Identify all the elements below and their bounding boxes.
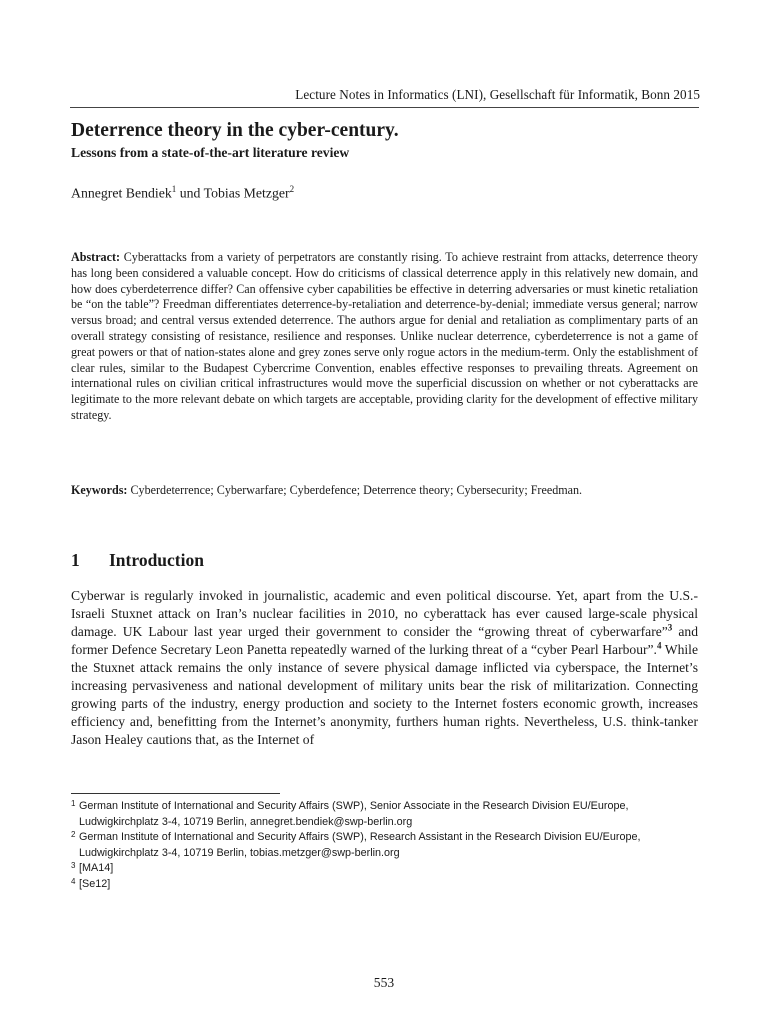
footnote-mark: 2: [71, 830, 76, 839]
footnote-mark: 1: [71, 799, 76, 808]
body-paragraph: [71, 587, 698, 749]
footnote-reference[interactable]: 4: [656, 640, 662, 651]
abstract-text: Cyberattacks from a variety of perpetrators are constantly rising. To achieve restraint from attacks, deterrence theory has long been considered a valuable concept. How do criticisms of classical deterrence apply in this relatively new domain, and how does cyberdeterrence differ? Can offensive cyber capabilities be effective in deterring adversaries or must kinetic retaliation be “on the table”? Freedman differentiates deterrence-by-retaliation and deterrence-by-denial; immediate versus general; narrow versus broad; and central versus extended deterrence. The authors argue for denial and retaliation as complimentary parts of an overall strategy consisting of resistance, resilience and responses. Unlike nuclear deterrence, cyberdeterrence is not a game of great powers or that of nation-states alone and grey zones serve only rogue actors in the medium-term. Only the establishment of clear rules, similar to the Budapest Cybercrime Convention, enables effective responses to prevailing threats. Agreement on international rules on civilian critical infrastructures would move the superficial discussion on whether or not cyberattacks are legitimate to the more relevant debate on which targets are acceptable, providing clarity for the development of effective military strategy.: [71, 250, 698, 422]
author-footnote-mark: 2: [289, 184, 295, 194]
paper-title: Deterrence theory in the cyber-century.: [71, 120, 399, 141]
footnote-mark: 3: [71, 861, 76, 870]
footnote-text: [Se12]: [79, 877, 111, 890]
footnote: [71, 877, 711, 893]
section-heading: [71, 550, 204, 571]
body-text-part: and former Defence Secretary Leon Panetta repeatedly warned of the lurking threat of a “cyber Pearl Harbour”.: [71, 624, 698, 657]
footnote-text: [MA14]: [79, 862, 114, 874]
footnote-mark: 4: [71, 876, 76, 886]
author-name: Tobias Metzger: [203, 185, 290, 201]
author-name: Annegret Bendiek: [71, 185, 172, 201]
author-footnote-mark: 1: [171, 184, 177, 194]
body-text-part: Cyberwar is regularly invoked in journalistic, academic and even political discourse. Yet, apart from the U.S.-Israeli Stuxnet attack on Iran’s nuclear facilities in 2010, no cyberattack has ever caused large-scale physical damage. UK Labour last year urged their government to consider the “growing threat of cyberwarfare”: [71, 588, 698, 639]
keywords-label: Keywords:: [71, 483, 128, 497]
page-number: 553: [373, 975, 395, 990]
paper-subtitle: Lessons from a state-of-the-art literature review: [71, 145, 350, 160]
keywords-text: Cyberdeterrence; Cyberwarfare; Cyberdefence; Deterrence theory; Cybersecurity; Freedman.: [130, 483, 583, 497]
section-number: 1: [71, 550, 80, 570]
footnote-rule: [71, 793, 280, 794]
author-connector: und: [176, 185, 204, 201]
running-head: Lecture Notes in Informatics (LNI), Gesellschaft für Informatik, Bonn 2015: [295, 87, 700, 102]
author-line: [71, 184, 294, 202]
header-rule: [70, 107, 699, 108]
footnote: [71, 830, 711, 861]
footnote: [71, 861, 711, 877]
footnote-reference[interactable]: 3: [667, 622, 673, 633]
keywords: [71, 482, 698, 498]
footnote: [71, 799, 711, 830]
abstract-label: Abstract:: [71, 250, 121, 264]
section-title: Introduction: [109, 550, 204, 570]
body-text-part: While the Stuxnet attack remains the only instance of severe physical damage inflicted via cyberspace, the Internet’s increasing pervasiveness and national development of military units bear the risk of militarization. Connecting growing parts of the industry, energy production and society to the Internet fosters economic growth, increases efficiency and, benefitting from the Internet’s anonymity, furthers human rights. Nevertheless, U.S. think-tanker Jason Healey cautions that, as the Internet of: [71, 642, 698, 747]
footnotes: [71, 799, 711, 892]
abstract: [71, 250, 698, 424]
footnote-text: German Institute of International and Security Affairs (SWP), Senior Associate in the Research Division EU/Europe, Ludwigkirchplatz 3-4, 10719 Berlin, annegret.bendiek@swp-berlin.org: [79, 800, 629, 828]
footnote-text: German Institute of International and Security Affairs (SWP), Research Assistant in the Research Division EU/Europe, Ludwigkirchplatz 3-4, 10719 Berlin, tobias.metzger@swp-berlin.org: [79, 831, 641, 859]
